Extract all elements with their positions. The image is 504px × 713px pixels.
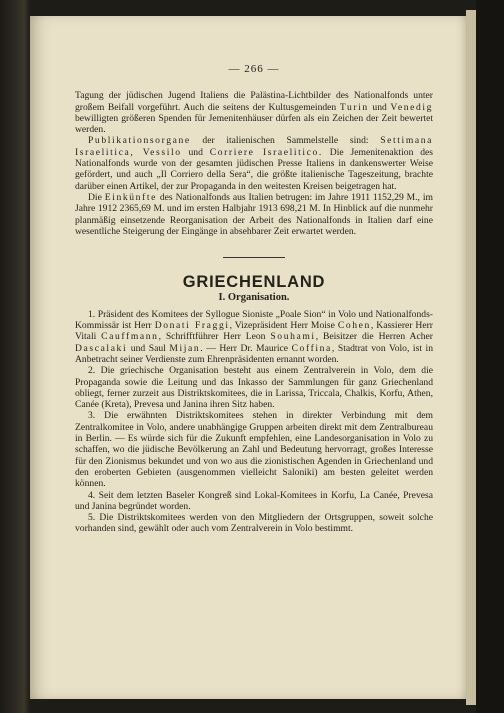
text-spaced: Einkünfte [104, 191, 157, 203]
text-spaced: Cauffmann [101, 331, 159, 343]
text-spaced: Dascalaki [75, 342, 128, 354]
text-run: , Vizepräsident Herr Moise [229, 320, 338, 332]
right-margin-shadow [476, 0, 504, 713]
text-run: bewilligten größeren Spenden für Jemenitenhäuser dürfen als ein Zeichen der Zeit bewertet werden. [75, 112, 433, 136]
text-run: . — Herr Dr. Maurice [200, 342, 292, 354]
text-run: , Schrifftführer Herr Leon [158, 331, 271, 343]
text-run: , Kassierer Herr Vitali [75, 320, 433, 343]
text-spaced: Turin [339, 101, 369, 113]
text-run: , Stadtrat von Volo, ist in Anbetracht seiner Verdienste zum Ehrenpräsidenten ernannt worden. [75, 342, 433, 365]
text-run: , Beisitzer die Herren Acher [315, 331, 433, 343]
paragraph-item-3: 3. Die erwähnten Distriktskomitees stehen in direkter Verbindung mit dem Zentralkomitee in Volo, andere unabhängige Gruppen arbeiten direkt mit dem Zentralbureau in Berlin. — Es würde sich für die Zukunft empfehlen, eine Landesorganisation in Volo zu schaffen, wo die jüdische Bevölkerung an Zahl und Bedeutung hervorragt, großes Interesse für den Zionismus bekundet und von wo aus die zionistischen Agenden in Griechenland und den eroberten Gebieten (ausgenommen vielleicht Saloniki) am besten geleitet werden können. [75, 410, 433, 490]
paragraph-jugend-tagung [75, 90, 433, 135]
paragraph-item-1 [75, 309, 433, 365]
paragraph-item-5: 5. Die Distriktskomitees werden von den Mitgliedern der Ortsgruppen, soweit solche vorhanden sind, gewählt oder auch vom Zentralverein in Volo bestimmt. [75, 512, 433, 535]
page-number: — 266 — [228, 63, 280, 75]
text-run: Die [88, 191, 105, 203]
text-run: Tagung der jüdischen Jugend Italiens die Palästina-Lichtbilder des Nationalfonds unter großem Beifall vorgeführt. Auch die seitens der Kultusgemeinden [75, 90, 433, 113]
text-run: und Saul [127, 342, 170, 354]
text-spaced: Donati Fraggi [154, 320, 230, 332]
text-run: Die Jemenitenaktion des Nationalfonds wurde von der gesamten jüdischen Presse Italiens in dankenswerter Weise gefördert, und auch „Il Corriero della Sera“, die größte italienische Tageszeitung, brachte darüber einen Artikel, der zur Propaganda in den weitesten Kreisen beigetragen hat. [75, 146, 434, 192]
text-spaced: Settimana Israelitica, Vessilo [75, 135, 433, 158]
text-spaced: Corriere Israelitico. [209, 146, 323, 158]
section-heading: GRIECHENLAND [182, 273, 326, 292]
page-edges [466, 10, 476, 705]
paragraph-einkuenfte [75, 192, 433, 237]
text-run: und [368, 101, 391, 113]
text-spaced: Cohen [337, 320, 371, 332]
text-run: und [181, 146, 210, 158]
text-spaced: Souhami [270, 331, 316, 343]
paragraph-item-2: 2. Die griechische Organisation besteht aus einem Zentralverein in Volo, dem die Propaganda sowie die Leitung und das Inkasso der Sammlungen für ganz Griechenland obliegt, ferner zurzeit aus Distriktskomitees, die in Larissa, Triccala, Chalkis, Korfu, Athen, Canée (Kreta), Prevesa und Janina ihren Sitz haben. [75, 365, 433, 411]
section-divider [223, 257, 285, 258]
text-run: des Nationalfonds aus Italien betrugen: im Jahre 1911 1152,29 M., im Jahre 1912 2365,69 M. und im ersten Halbjahr 1913 698,21 M. In Hinblick auf die nunmehr planmäßig einsetzende Reorganisation der Arbeit des Nationalfonds in Italien darf eine wesentliche Steigerung der Eingänge in absehbarer Zeit erwartet werden. [75, 191, 433, 237]
text-run: der italienischen Sammelstelle sind: [190, 135, 381, 147]
text-spaced: Coffina [291, 342, 332, 354]
paragraph-publikationsorgane [75, 135, 433, 191]
text-spaced: Venedig [390, 101, 434, 113]
text-spaced: Publikationsorgane [88, 135, 191, 147]
page-text [75, 64, 433, 535]
paragraph-item-4: 4. Seit dem letzten Baseler Kongreß sind Lokal-Komitees in Korfu, La Canée, Prevesa und Janina begründet worden. [75, 489, 433, 512]
text-run: 1. Präsident des Komitees der Syllogue Sioniste „Poale Sion“ in Volo und Nationalfonds-Kommissär ist Herr [75, 308, 433, 332]
section-subheading: I. Organisation. [218, 292, 290, 304]
text-spaced: Mijan [169, 342, 201, 354]
